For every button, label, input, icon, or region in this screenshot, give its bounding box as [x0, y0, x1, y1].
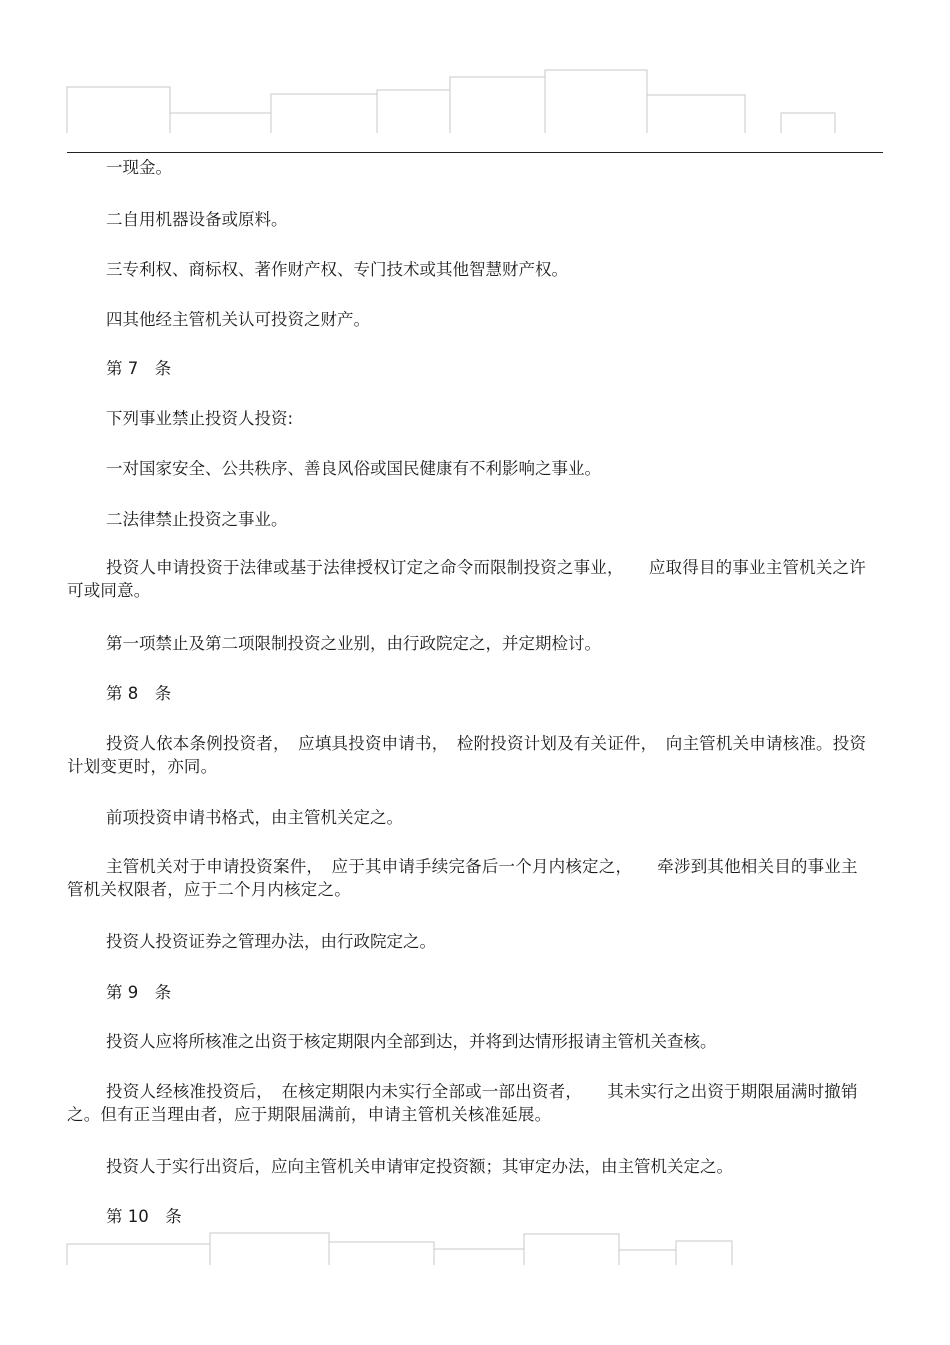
paragraph: 四其他经主管机关认可投资之财产。 — [106, 310, 370, 329]
paragraph: 三专利权、商标权、著作财产权、专门技术或其他智慧财产权。 — [106, 260, 568, 279]
article-heading: 第 8 条 — [106, 684, 172, 703]
paragraph: 主管机关对于申请投资案件， 应于其申请手续完备后一个月内核定之， 牵涉到其他相关目的事业主管机关权限者，应于二个月内核定之。 — [67, 857, 858, 899]
paragraph: 前项投资申请书格式，由主管机关定之。 — [106, 808, 403, 827]
header-decoration — [0, 0, 950, 150]
header-rule — [67, 152, 883, 153]
paragraph: 下列事业禁止投资人投资: — [106, 409, 294, 428]
paragraph: 二自用机器设备或原料。 — [106, 210, 288, 229]
paragraph: 投资人应将所核准之出资于核定期限内全部到达，并将到达情形报请主管机关查核。 — [106, 1032, 717, 1051]
paragraph: 二法律禁止投资之事业。 — [106, 510, 288, 529]
paragraph: 投资人依本条例投资者， 应填具投资申请书， 检附投资计划及有关证件， 向主管机关申请核准。投资计划变更时，亦同。 — [67, 734, 867, 776]
article-heading: 第 10 条 — [106, 1207, 182, 1226]
paragraph: 一现金。 — [106, 158, 172, 177]
paragraph: 投资人申请投资于法律或基于法律授权订定之命令而限制投资之事业， 应取得目的事业主管机关之许可或同意。 — [67, 558, 866, 600]
paragraph: 投资人投资证券之管理办法，由行政院定之。 — [106, 932, 436, 951]
article-heading: 第 7 条 — [106, 359, 172, 378]
paragraph: 一对国家安全、公共秩序、善良风俗或国民健康有不利影响之事业。 — [106, 459, 601, 478]
paragraph: 投资人于实行出资后，应向主管机关申请审定投资额；其审定办法，由主管机关定之。 — [106, 1157, 733, 1176]
footer-decoration — [0, 1225, 950, 1275]
paragraph: 投资人经核准投资后， 在核定期限内未实行全部或一部出资者， 其未实行之出资于期限届满时撤销之。但有正当理由者，应于期限届满前，申请主管机关核准延展。 — [67, 1082, 858, 1124]
paragraph: 第一项禁止及第二项限制投资之业别，由行政院定之，并定期检讨。 — [106, 634, 601, 653]
article-heading: 第 9 条 — [106, 983, 172, 1002]
